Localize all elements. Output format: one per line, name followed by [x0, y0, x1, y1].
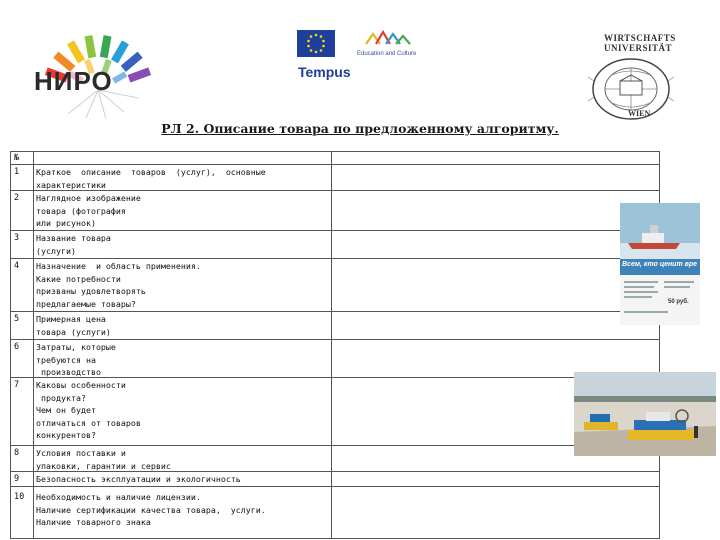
- row-number: 2: [14, 193, 20, 203]
- page-title: [0, 121, 720, 136]
- table-col-divider: [331, 151, 332, 539]
- logo-petal: [85, 35, 97, 58]
- row-text: Условия поставки и упаковки, гарантии и сервис: [36, 448, 171, 471]
- row-number: 5: [14, 314, 20, 324]
- row-number: 1: [14, 167, 20, 177]
- hovercraft-photo: [574, 372, 716, 456]
- table-header-num: №: [14, 153, 20, 163]
- hovercraft-illustration: [574, 372, 716, 456]
- table-row-divider: [10, 339, 660, 340]
- row-text: Краткое описание товаров (услуг), основные характеристики: [36, 167, 266, 190]
- logo-petal: [67, 40, 85, 63]
- table-row-divider: [10, 164, 660, 165]
- education-culture-text: Education and Culture: [357, 51, 417, 57]
- row-text: Назначение и область применения. Какие потребности призваны удовлетворять предлагаемые товары?: [36, 261, 201, 309]
- row-text: Примерная цена товара (услуги): [36, 314, 111, 337]
- flyer-price: 50 руб.: [668, 299, 689, 305]
- row-number: 7: [14, 380, 20, 390]
- table-row-divider: [10, 445, 660, 446]
- niro-logo-text: НИРО: [34, 66, 113, 96]
- row-number: 10: [14, 492, 25, 502]
- table-row-divider: [10, 258, 660, 259]
- logo-petal: [121, 52, 143, 72]
- page-title-text: РЛ 2. Описание товара по предложенному алгоритму.: [161, 121, 559, 136]
- logo-petal: [112, 71, 127, 83]
- tempus-logo-text: Tempus: [298, 64, 351, 80]
- row-text: Наглядное изображение товара (фотография или рисунок): [36, 193, 141, 229]
- row-text: Название товара (услуги): [36, 233, 111, 256]
- row-number: 3: [14, 233, 20, 243]
- logo-petal: [111, 40, 129, 63]
- table-row-divider: [10, 230, 660, 231]
- row-text: Каковы особенности продукта? Чем он будет отличаться от товаров конкурентов?: [36, 380, 141, 441]
- row-text: Необходимость и наличие лицензии. Наличие сертификации качества товара, услуги. Наличие товарного знака: [36, 492, 266, 528]
- table-row-divider: [10, 311, 660, 312]
- table-row-divider: [10, 486, 660, 487]
- table-col-divider: [33, 151, 34, 539]
- logo-petal: [128, 67, 151, 82]
- row-number: 9: [14, 474, 20, 484]
- wu-name-line2: UNIVERSITÄT: [604, 43, 673, 53]
- flyer-slogan: Всем, кто ценит вре: [622, 261, 698, 268]
- logo-petal: [100, 35, 112, 58]
- eu-flag-icon: [297, 30, 335, 57]
- row-number: 6: [14, 342, 20, 352]
- row-text: Затраты, которые требуются на производство: [36, 342, 116, 378]
- row-number: 8: [14, 448, 20, 458]
- row-number: 4: [14, 261, 20, 271]
- product-flyer-photo: [620, 203, 700, 325]
- wu-name-line1: WIRTSCHAFTS: [604, 33, 676, 43]
- row-text: Безопасность эксплуатации и экологичность: [36, 474, 241, 484]
- wu-name-line3: WIEN: [628, 109, 651, 118]
